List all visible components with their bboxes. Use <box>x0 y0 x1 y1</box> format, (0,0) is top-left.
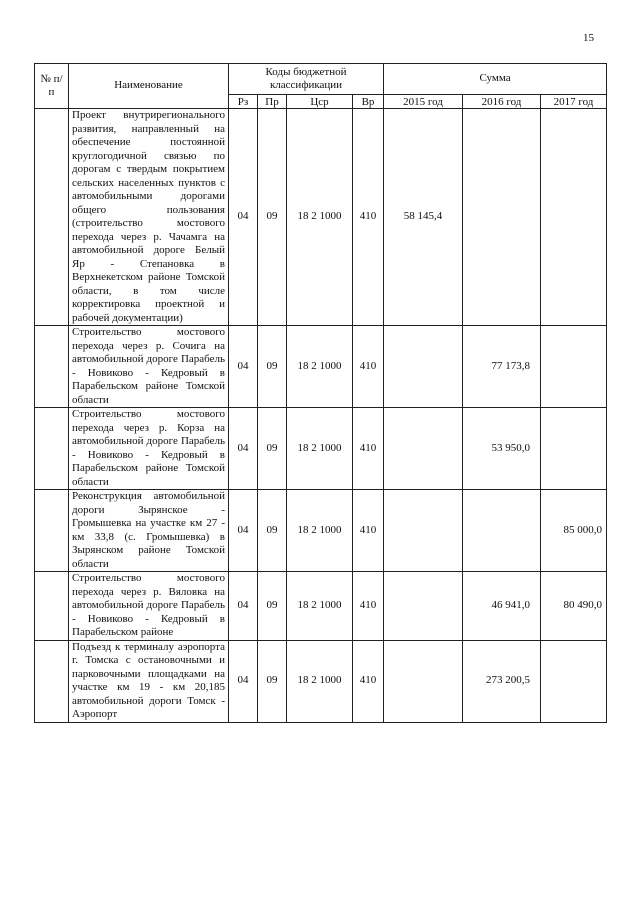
row-amount-2016 <box>463 109 541 326</box>
header-amount-group: Сумма <box>384 64 607 95</box>
header-rz: Рз <box>229 95 258 109</box>
row-pr: 09 <box>258 572 287 641</box>
row-num <box>35 572 69 641</box>
row-amount-2016: 53 950,0 <box>463 408 541 490</box>
row-amount-2015 <box>384 572 463 641</box>
table-row <box>35 408 607 490</box>
row-amount-2015 <box>384 490 463 572</box>
row-amount-2016: 273 200,5 <box>463 640 541 722</box>
row-vr: 410 <box>353 572 384 641</box>
row-amount-2017 <box>541 640 607 722</box>
header-csr: Цср <box>287 95 353 109</box>
row-csr: 18 2 1000 <box>287 408 353 490</box>
row-amount-2016: 77 173,8 <box>463 326 541 408</box>
row-csr: 18 2 1000 <box>287 572 353 641</box>
row-num <box>35 109 69 326</box>
header-name: Наименование <box>69 64 229 109</box>
table-row <box>35 572 607 641</box>
table-row <box>35 109 607 326</box>
row-vr: 410 <box>353 490 384 572</box>
row-num <box>35 640 69 722</box>
row-pr: 09 <box>258 326 287 408</box>
page-number: 15 <box>583 32 594 44</box>
row-vr: 410 <box>353 408 384 490</box>
row-num <box>35 408 69 490</box>
header-2015: 2015 год <box>384 95 463 109</box>
row-num <box>35 326 69 408</box>
budget-table <box>34 63 607 723</box>
row-amount-2017: 80 490,0 <box>541 572 607 641</box>
row-amount-2016: 46 941,0 <box>463 572 541 641</box>
table-header <box>35 64 607 109</box>
row-csr: 18 2 1000 <box>287 109 353 326</box>
row-csr: 18 2 1000 <box>287 326 353 408</box>
row-name: Строительство мостового перехода через р. Корза на автомобильной дороге Парабель - Новиково - Кедровый в Парабельском районе Томской области <box>69 408 229 490</box>
row-rz: 04 <box>229 109 258 326</box>
row-amount-2015 <box>384 326 463 408</box>
row-amount-2015 <box>384 408 463 490</box>
row-vr: 410 <box>353 109 384 326</box>
header-2016: 2016 год <box>463 95 541 109</box>
header-codes-group: Коды бюджетной классификации <box>229 64 384 95</box>
row-rz: 04 <box>229 490 258 572</box>
row-name: Подъезд к терминалу аэропорта г. Томска с остановочными и парковочными площадками на участке км 19 - км 20,185 автомобильной дороги Томск - Аэропорт <box>69 640 229 722</box>
row-amount-2017: 85 000,0 <box>541 490 607 572</box>
row-pr: 09 <box>258 640 287 722</box>
row-rz: 04 <box>229 572 258 641</box>
row-vr: 410 <box>353 326 384 408</box>
table-row <box>35 490 607 572</box>
row-pr: 09 <box>258 408 287 490</box>
row-csr: 18 2 1000 <box>287 640 353 722</box>
row-num <box>35 490 69 572</box>
row-name: Строительство мостового перехода через р. Сочига на автомобильной дороге Парабель - Новиково - Кедровый в Парабельском районе Томской области <box>69 326 229 408</box>
row-rz: 04 <box>229 640 258 722</box>
row-amount-2017 <box>541 109 607 326</box>
header-2017: 2017 год <box>541 95 607 109</box>
row-name: Проект внутрирегионального развития, направленный на обеспечение постоянной круглогодичной связью по дорогам с твердым покрытием сельских населенных пунктов с автомобильными дорогами общего пользования (строительство мостового перехода через р. Чачамга на автомобильной дороге Белый Яр - Степановка в Верхнекетском районе Томской области, в том числе корректировка проектной и рабочей документации) <box>69 109 229 326</box>
table-body <box>35 109 607 723</box>
header-vr: Вр <box>353 95 384 109</box>
row-amount-2015 <box>384 640 463 722</box>
row-rz: 04 <box>229 408 258 490</box>
row-vr: 410 <box>353 640 384 722</box>
row-csr: 18 2 1000 <box>287 490 353 572</box>
row-pr: 09 <box>258 109 287 326</box>
row-amount-2015: 58 145,4 <box>384 109 463 326</box>
row-amount-2017 <box>541 326 607 408</box>
header-num: № п/п <box>35 64 69 109</box>
table-row <box>35 640 607 722</box>
table-row <box>35 326 607 408</box>
row-rz: 04 <box>229 326 258 408</box>
row-name: Строительство мостового перехода через р. Вяловка на автомобильной дороге Парабель - Новиково - Кедровый в Парабельском районе <box>69 572 229 641</box>
row-amount-2017 <box>541 408 607 490</box>
header-pr: Пр <box>258 95 287 109</box>
row-name: Реконструкция автомобильной дороги Зырянское - Громышевка на участке км 27 - км 33,8 (с. Громышевка) в Зырянском районе Томской области <box>69 490 229 572</box>
row-pr: 09 <box>258 490 287 572</box>
row-amount-2016 <box>463 490 541 572</box>
